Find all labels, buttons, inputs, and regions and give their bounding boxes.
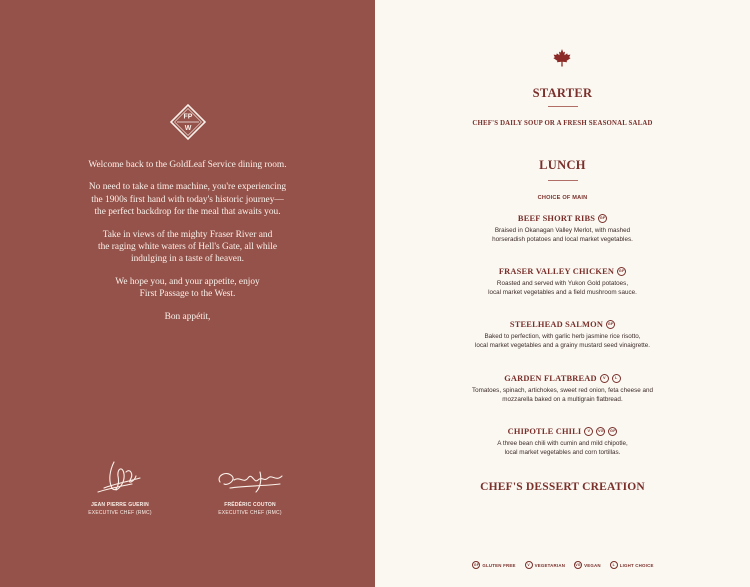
dish-description: Tomatoes, spinach, artichokes, sweet red onion, feta cheese and mozzarella baked on a multigrain flatbread. [472,387,653,404]
welcome-paragraph: No need to take a time machine, you're experiencing the 1900s first hand with today's historic journey— the perfect backdrop for the meal that awaits you. [88,182,287,218]
sign-off: Bon appétit, [164,311,211,322]
light-choice-icon: L [610,561,618,569]
legend-label: VEGETARIAN [534,562,566,568]
dish-name: FRASER VALLEY CHICKEN [498,267,615,276]
dietary-legend [375,561,750,569]
dish-name: GARDEN FLATBREAD [504,374,597,383]
svg-text:FP: FP [183,113,193,121]
vegan-icon: VG [575,563,581,567]
legend-item [573,561,601,569]
legend-item [524,561,565,569]
lunch-heading: LUNCH [539,158,586,172]
dish-name: CHIPOTLE CHILI [507,427,582,436]
dish-fraser-valley-chicken [425,267,700,298]
welcome-paragraph: Take in views of the mighty Fraser River and the raging white waters of Hell's Gate, all while indulging in a taste of heaven. [98,229,277,265]
dish-name: BEEF SHORT RIBS [517,214,596,223]
gluten-free-icon: GF [606,320,615,329]
svg-text:W: W [184,125,192,132]
divider [548,180,578,181]
starter-description: CHEF'S DAILY SOUP OR A FRESH SEASONAL SALAD [472,120,653,127]
chef-name: FRÉDÉRIC COUTON [224,502,276,508]
dish-beef-short-ribs [425,214,700,245]
signature-block-couton [190,458,310,516]
vegetarian-icon: V [584,427,593,436]
legend-label: VEGAN [584,562,601,568]
vegan-icon: VG [596,427,605,436]
chef-title: EXECUTIVE CHEF (RMC) [88,510,152,516]
vegetarian-icon: V [600,374,609,383]
divider [548,106,578,107]
legend-label: LIGHT CHOICE [619,562,654,568]
light-choice-icon: L [612,374,621,383]
menu-panel [375,0,750,587]
signature-block-guerin [60,458,180,516]
dish-description: A three bean chili with cumin and mild chipotle, local market vegetables and corn tortillas. [497,440,628,457]
dish-description: Roasted and served with Yukon Gold potatoes, local market vegetables and a field mushroom sauce. [488,280,637,297]
gluten-free-icon: GF [608,427,617,436]
gluten-free-icon: GF [473,563,479,567]
dish-chipotle-chili [425,427,700,458]
dish-description: Braised in Okanagan Valley Merlot, with mashed horseradish potatoes and local market vegetables. [492,227,633,244]
legend-item [471,561,515,569]
starter-heading: STARTER [532,86,593,100]
welcome-paragraph: We hope you, and your appetite, enjoy First Passage to the West. [115,276,260,300]
dessert-heading: CHEF'S DESSERT CREATION [480,481,645,493]
gluten-free-icon: GF [617,267,626,276]
gluten-free-icon: GF [598,214,607,223]
legend-item [609,561,654,569]
dish-description: Baked to perfection, with garlic herb jasmine rice risotto, local market vegetables and a grainy mustard seed vinaigrette. [474,333,650,350]
choice-of-main-label: CHOICE OF MAIN [537,195,588,201]
dish-garden-flatbread [425,374,700,405]
chef-name: JEAN PIERRE GUERIN [91,502,149,508]
maple-leaf-icon [552,48,572,68]
welcome-line: Welcome back to the GoldLeaf Service dining room. [88,160,287,170]
chef-title: EXECUTIVE CHEF (RMC) [218,510,282,516]
fpw-crest-logo [168,102,208,142]
welcome-message [60,159,315,333]
vegetarian-icon: V [525,561,533,569]
legend-label: GLUTEN FREE [482,562,516,568]
handwritten-signature-guerin [90,458,150,496]
dish-name: STEELHEAD SALMON [509,320,604,329]
handwritten-signature-couton [210,458,290,496]
dish-steelhead-salmon [425,320,700,351]
